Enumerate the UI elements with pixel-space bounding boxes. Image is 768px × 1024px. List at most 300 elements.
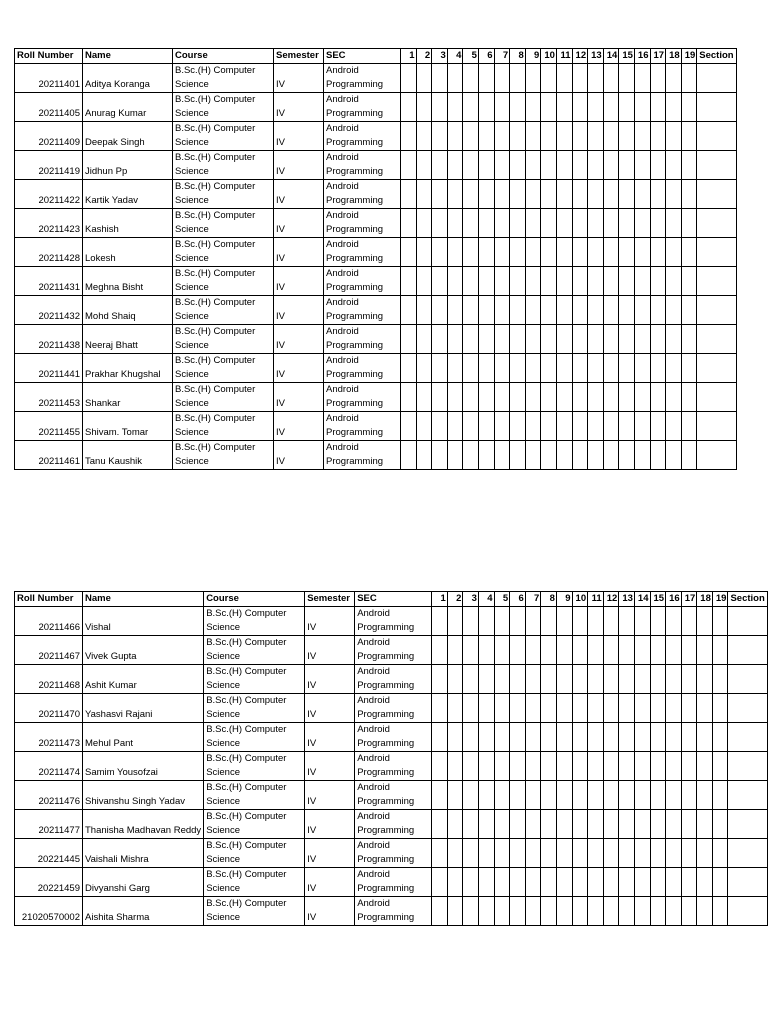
attendance-cell[interactable]: [432, 636, 448, 665]
attendance-cell[interactable]: [432, 151, 448, 180]
attendance-cell[interactable]: [494, 694, 510, 723]
attendance-cell[interactable]: [588, 151, 604, 180]
attendance-cell[interactable]: [416, 267, 432, 296]
attendance-cell[interactable]: [478, 354, 494, 383]
attendance-cell[interactable]: [416, 441, 432, 470]
attendance-cell[interactable]: [525, 412, 541, 441]
attendance-cell[interactable]: [478, 93, 494, 122]
attendance-cell[interactable]: [541, 752, 557, 781]
attendance-cell[interactable]: [463, 122, 479, 151]
attendance-cell[interactable]: [603, 93, 619, 122]
section-cell[interactable]: [728, 897, 767, 926]
attendance-cell[interactable]: [541, 64, 557, 93]
attendance-cell[interactable]: [401, 354, 417, 383]
attendance-cell[interactable]: [588, 897, 604, 926]
attendance-cell[interactable]: [556, 441, 572, 470]
attendance-cell[interactable]: [463, 781, 479, 810]
attendance-cell[interactable]: [401, 122, 417, 151]
attendance-cell[interactable]: [634, 839, 650, 868]
attendance-cell[interactable]: [541, 122, 557, 151]
attendance-cell[interactable]: [666, 897, 682, 926]
attendance-cell[interactable]: [603, 723, 619, 752]
attendance-cell[interactable]: [401, 267, 417, 296]
attendance-cell[interactable]: [478, 868, 494, 897]
attendance-cell[interactable]: [712, 723, 728, 752]
attendance-cell[interactable]: [712, 839, 728, 868]
attendance-cell[interactable]: [650, 383, 666, 412]
attendance-cell[interactable]: [463, 868, 479, 897]
attendance-cell[interactable]: [478, 64, 494, 93]
attendance-cell[interactable]: [572, 694, 588, 723]
attendance-cell[interactable]: [619, 897, 635, 926]
attendance-cell[interactable]: [556, 781, 572, 810]
attendance-cell[interactable]: [572, 636, 588, 665]
attendance-cell[interactable]: [401, 296, 417, 325]
section-cell[interactable]: [728, 752, 767, 781]
attendance-cell[interactable]: [650, 839, 666, 868]
attendance-cell[interactable]: [634, 897, 650, 926]
attendance-cell[interactable]: [619, 752, 635, 781]
attendance-cell[interactable]: [525, 209, 541, 238]
attendance-cell[interactable]: [650, 781, 666, 810]
attendance-cell[interactable]: [681, 636, 697, 665]
attendance-cell[interactable]: [416, 325, 432, 354]
attendance-cell[interactable]: [556, 209, 572, 238]
attendance-cell[interactable]: [447, 868, 463, 897]
attendance-cell[interactable]: [432, 64, 448, 93]
attendance-cell[interactable]: [525, 781, 541, 810]
attendance-cell[interactable]: [447, 267, 463, 296]
attendance-cell[interactable]: [525, 839, 541, 868]
attendance-cell[interactable]: [510, 810, 526, 839]
attendance-cell[interactable]: [681, 839, 697, 868]
attendance-cell[interactable]: [447, 694, 463, 723]
attendance-cell[interactable]: [634, 354, 650, 383]
attendance-cell[interactable]: [416, 151, 432, 180]
attendance-cell[interactable]: [463, 209, 479, 238]
attendance-cell[interactable]: [541, 93, 557, 122]
attendance-cell[interactable]: [572, 209, 588, 238]
attendance-cell[interactable]: [681, 267, 697, 296]
attendance-cell[interactable]: [556, 325, 572, 354]
attendance-cell[interactable]: [619, 238, 635, 267]
section-cell[interactable]: [728, 868, 767, 897]
attendance-cell[interactable]: [588, 383, 604, 412]
attendance-cell[interactable]: [603, 781, 619, 810]
attendance-cell[interactable]: [697, 897, 713, 926]
attendance-cell[interactable]: [447, 64, 463, 93]
attendance-cell[interactable]: [463, 665, 479, 694]
attendance-cell[interactable]: [681, 238, 697, 267]
attendance-cell[interactable]: [525, 441, 541, 470]
attendance-cell[interactable]: [401, 325, 417, 354]
attendance-cell[interactable]: [510, 752, 526, 781]
attendance-cell[interactable]: [510, 238, 526, 267]
attendance-cell[interactable]: [510, 665, 526, 694]
attendance-cell[interactable]: [572, 151, 588, 180]
attendance-cell[interactable]: [541, 296, 557, 325]
attendance-cell[interactable]: [603, 180, 619, 209]
attendance-cell[interactable]: [666, 868, 682, 897]
attendance-cell[interactable]: [588, 752, 604, 781]
attendance-cell[interactable]: [619, 412, 635, 441]
attendance-cell[interactable]: [650, 752, 666, 781]
attendance-cell[interactable]: [401, 209, 417, 238]
attendance-cell[interactable]: [463, 325, 479, 354]
attendance-cell[interactable]: [432, 781, 448, 810]
attendance-cell[interactable]: [432, 723, 448, 752]
attendance-cell[interactable]: [494, 354, 510, 383]
attendance-cell[interactable]: [525, 354, 541, 383]
section-cell[interactable]: [697, 325, 736, 354]
attendance-cell[interactable]: [681, 665, 697, 694]
attendance-cell[interactable]: [463, 607, 479, 636]
attendance-cell[interactable]: [416, 64, 432, 93]
attendance-cell[interactable]: [478, 636, 494, 665]
attendance-cell[interactable]: [572, 325, 588, 354]
attendance-cell[interactable]: [447, 665, 463, 694]
attendance-cell[interactable]: [541, 694, 557, 723]
attendance-cell[interactable]: [588, 441, 604, 470]
attendance-cell[interactable]: [510, 897, 526, 926]
attendance-cell[interactable]: [572, 383, 588, 412]
attendance-cell[interactable]: [572, 412, 588, 441]
attendance-cell[interactable]: [525, 636, 541, 665]
attendance-cell[interactable]: [510, 64, 526, 93]
attendance-cell[interactable]: [541, 383, 557, 412]
attendance-cell[interactable]: [572, 781, 588, 810]
attendance-cell[interactable]: [712, 868, 728, 897]
attendance-cell[interactable]: [541, 810, 557, 839]
attendance-cell[interactable]: [463, 64, 479, 93]
attendance-cell[interactable]: [447, 122, 463, 151]
attendance-cell[interactable]: [666, 694, 682, 723]
attendance-cell[interactable]: [494, 412, 510, 441]
attendance-cell[interactable]: [634, 694, 650, 723]
section-cell[interactable]: [728, 810, 767, 839]
attendance-cell[interactable]: [634, 64, 650, 93]
section-cell[interactable]: [697, 151, 736, 180]
attendance-cell[interactable]: [666, 64, 682, 93]
attendance-cell[interactable]: [619, 665, 635, 694]
section-cell[interactable]: [697, 296, 736, 325]
attendance-cell[interactable]: [432, 665, 448, 694]
section-cell[interactable]: [728, 723, 767, 752]
section-cell[interactable]: [728, 636, 767, 665]
section-cell[interactable]: [697, 238, 736, 267]
attendance-cell[interactable]: [432, 868, 448, 897]
attendance-cell[interactable]: [650, 93, 666, 122]
attendance-cell[interactable]: [556, 752, 572, 781]
attendance-cell[interactable]: [681, 810, 697, 839]
attendance-cell[interactable]: [650, 180, 666, 209]
attendance-cell[interactable]: [588, 238, 604, 267]
attendance-cell[interactable]: [494, 180, 510, 209]
attendance-cell[interactable]: [619, 781, 635, 810]
attendance-cell[interactable]: [510, 209, 526, 238]
attendance-cell[interactable]: [494, 209, 510, 238]
attendance-cell[interactable]: [510, 383, 526, 412]
attendance-cell[interactable]: [619, 839, 635, 868]
attendance-cell[interactable]: [681, 868, 697, 897]
attendance-cell[interactable]: [619, 267, 635, 296]
attendance-cell[interactable]: [588, 868, 604, 897]
attendance-cell[interactable]: [494, 781, 510, 810]
attendance-cell[interactable]: [525, 64, 541, 93]
attendance-cell[interactable]: [697, 810, 713, 839]
attendance-cell[interactable]: [510, 839, 526, 868]
attendance-cell[interactable]: [447, 325, 463, 354]
attendance-cell[interactable]: [447, 781, 463, 810]
attendance-cell[interactable]: [634, 810, 650, 839]
attendance-cell[interactable]: [619, 325, 635, 354]
attendance-cell[interactable]: [494, 383, 510, 412]
attendance-cell[interactable]: [650, 441, 666, 470]
attendance-cell[interactable]: [619, 64, 635, 93]
attendance-cell[interactable]: [650, 810, 666, 839]
attendance-cell[interactable]: [572, 441, 588, 470]
attendance-cell[interactable]: [603, 383, 619, 412]
attendance-cell[interactable]: [572, 607, 588, 636]
attendance-cell[interactable]: [510, 93, 526, 122]
attendance-cell[interactable]: [432, 180, 448, 209]
attendance-cell[interactable]: [510, 122, 526, 151]
attendance-cell[interactable]: [681, 441, 697, 470]
attendance-cell[interactable]: [572, 665, 588, 694]
attendance-cell[interactable]: [432, 238, 448, 267]
attendance-cell[interactable]: [447, 810, 463, 839]
attendance-cell[interactable]: [666, 296, 682, 325]
attendance-cell[interactable]: [681, 93, 697, 122]
attendance-cell[interactable]: [666, 383, 682, 412]
attendance-cell[interactable]: [432, 325, 448, 354]
attendance-cell[interactable]: [572, 93, 588, 122]
attendance-cell[interactable]: [556, 93, 572, 122]
attendance-cell[interactable]: [541, 868, 557, 897]
attendance-cell[interactable]: [463, 267, 479, 296]
attendance-cell[interactable]: [525, 325, 541, 354]
attendance-cell[interactable]: [525, 897, 541, 926]
attendance-cell[interactable]: [603, 122, 619, 151]
attendance-cell[interactable]: [463, 180, 479, 209]
attendance-cell[interactable]: [697, 665, 713, 694]
attendance-cell[interactable]: [463, 412, 479, 441]
attendance-cell[interactable]: [478, 412, 494, 441]
attendance-cell[interactable]: [416, 412, 432, 441]
section-cell[interactable]: [728, 694, 767, 723]
attendance-cell[interactable]: [650, 607, 666, 636]
attendance-cell[interactable]: [510, 267, 526, 296]
attendance-cell[interactable]: [712, 694, 728, 723]
attendance-cell[interactable]: [650, 636, 666, 665]
attendance-cell[interactable]: [619, 180, 635, 209]
attendance-cell[interactable]: [432, 412, 448, 441]
attendance-cell[interactable]: [478, 209, 494, 238]
attendance-cell[interactable]: [401, 151, 417, 180]
attendance-cell[interactable]: [619, 296, 635, 325]
attendance-cell[interactable]: [494, 607, 510, 636]
attendance-cell[interactable]: [697, 636, 713, 665]
attendance-cell[interactable]: [432, 810, 448, 839]
attendance-cell[interactable]: [588, 354, 604, 383]
attendance-cell[interactable]: [681, 897, 697, 926]
attendance-cell[interactable]: [697, 752, 713, 781]
attendance-cell[interactable]: [603, 412, 619, 441]
attendance-cell[interactable]: [401, 93, 417, 122]
attendance-cell[interactable]: [603, 636, 619, 665]
attendance-cell[interactable]: [650, 897, 666, 926]
attendance-cell[interactable]: [556, 412, 572, 441]
attendance-cell[interactable]: [478, 781, 494, 810]
attendance-cell[interactable]: [572, 868, 588, 897]
attendance-cell[interactable]: [697, 694, 713, 723]
attendance-cell[interactable]: [510, 636, 526, 665]
attendance-cell[interactable]: [447, 151, 463, 180]
attendance-cell[interactable]: [447, 209, 463, 238]
attendance-cell[interactable]: [556, 383, 572, 412]
attendance-cell[interactable]: [510, 354, 526, 383]
attendance-cell[interactable]: [697, 607, 713, 636]
attendance-cell[interactable]: [634, 151, 650, 180]
attendance-cell[interactable]: [681, 412, 697, 441]
attendance-cell[interactable]: [572, 897, 588, 926]
attendance-cell[interactable]: [541, 151, 557, 180]
attendance-cell[interactable]: [619, 122, 635, 151]
attendance-cell[interactable]: [541, 238, 557, 267]
attendance-cell[interactable]: [525, 180, 541, 209]
attendance-cell[interactable]: [634, 752, 650, 781]
attendance-cell[interactable]: [712, 897, 728, 926]
attendance-cell[interactable]: [494, 723, 510, 752]
attendance-cell[interactable]: [416, 238, 432, 267]
attendance-cell[interactable]: [603, 694, 619, 723]
attendance-cell[interactable]: [525, 868, 541, 897]
attendance-cell[interactable]: [432, 897, 448, 926]
attendance-cell[interactable]: [603, 665, 619, 694]
attendance-cell[interactable]: [510, 441, 526, 470]
attendance-cell[interactable]: [463, 694, 479, 723]
attendance-cell[interactable]: [681, 209, 697, 238]
attendance-cell[interactable]: [401, 412, 417, 441]
attendance-cell[interactable]: [478, 694, 494, 723]
attendance-cell[interactable]: [572, 723, 588, 752]
attendance-cell[interactable]: [588, 665, 604, 694]
attendance-cell[interactable]: [478, 665, 494, 694]
attendance-cell[interactable]: [681, 383, 697, 412]
attendance-cell[interactable]: [478, 723, 494, 752]
attendance-cell[interactable]: [588, 694, 604, 723]
section-cell[interactable]: [697, 354, 736, 383]
attendance-cell[interactable]: [712, 636, 728, 665]
attendance-cell[interactable]: [588, 412, 604, 441]
attendance-cell[interactable]: [666, 636, 682, 665]
attendance-cell[interactable]: [494, 636, 510, 665]
section-cell[interactable]: [697, 93, 736, 122]
attendance-cell[interactable]: [666, 665, 682, 694]
attendance-cell[interactable]: [432, 209, 448, 238]
attendance-cell[interactable]: [556, 296, 572, 325]
attendance-cell[interactable]: [603, 868, 619, 897]
attendance-cell[interactable]: [681, 607, 697, 636]
attendance-cell[interactable]: [681, 151, 697, 180]
attendance-cell[interactable]: [588, 636, 604, 665]
attendance-cell[interactable]: [510, 723, 526, 752]
attendance-cell[interactable]: [650, 267, 666, 296]
attendance-cell[interactable]: [556, 868, 572, 897]
attendance-cell[interactable]: [447, 93, 463, 122]
attendance-cell[interactable]: [634, 238, 650, 267]
attendance-cell[interactable]: [603, 325, 619, 354]
attendance-cell[interactable]: [541, 897, 557, 926]
attendance-cell[interactable]: [447, 897, 463, 926]
attendance-cell[interactable]: [572, 180, 588, 209]
attendance-cell[interactable]: [447, 752, 463, 781]
attendance-cell[interactable]: [463, 354, 479, 383]
attendance-cell[interactable]: [556, 354, 572, 383]
attendance-cell[interactable]: [525, 267, 541, 296]
section-cell[interactable]: [728, 665, 767, 694]
attendance-cell[interactable]: [447, 441, 463, 470]
attendance-cell[interactable]: [556, 151, 572, 180]
attendance-cell[interactable]: [463, 897, 479, 926]
attendance-cell[interactable]: [572, 296, 588, 325]
attendance-cell[interactable]: [432, 441, 448, 470]
attendance-cell[interactable]: [681, 325, 697, 354]
section-cell[interactable]: [697, 64, 736, 93]
attendance-cell[interactable]: [525, 383, 541, 412]
attendance-cell[interactable]: [494, 665, 510, 694]
section-cell[interactable]: [697, 267, 736, 296]
attendance-cell[interactable]: [494, 839, 510, 868]
attendance-cell[interactable]: [712, 781, 728, 810]
attendance-cell[interactable]: [650, 64, 666, 93]
attendance-cell[interactable]: [541, 723, 557, 752]
attendance-cell[interactable]: [510, 151, 526, 180]
attendance-cell[interactable]: [712, 810, 728, 839]
attendance-cell[interactable]: [650, 151, 666, 180]
attendance-cell[interactable]: [666, 354, 682, 383]
attendance-cell[interactable]: [619, 151, 635, 180]
attendance-cell[interactable]: [556, 810, 572, 839]
attendance-cell[interactable]: [541, 267, 557, 296]
attendance-cell[interactable]: [494, 868, 510, 897]
attendance-cell[interactable]: [603, 897, 619, 926]
attendance-cell[interactable]: [463, 151, 479, 180]
attendance-cell[interactable]: [478, 267, 494, 296]
attendance-cell[interactable]: [478, 151, 494, 180]
attendance-cell[interactable]: [541, 665, 557, 694]
attendance-cell[interactable]: [603, 839, 619, 868]
attendance-cell[interactable]: [650, 868, 666, 897]
attendance-cell[interactable]: [447, 296, 463, 325]
attendance-cell[interactable]: [619, 868, 635, 897]
attendance-cell[interactable]: [525, 151, 541, 180]
attendance-cell[interactable]: [666, 180, 682, 209]
attendance-cell[interactable]: [681, 64, 697, 93]
attendance-cell[interactable]: [650, 325, 666, 354]
attendance-cell[interactable]: [556, 180, 572, 209]
attendance-cell[interactable]: [416, 383, 432, 412]
attendance-cell[interactable]: [432, 694, 448, 723]
attendance-cell[interactable]: [572, 839, 588, 868]
attendance-cell[interactable]: [619, 694, 635, 723]
attendance-cell[interactable]: [478, 325, 494, 354]
attendance-cell[interactable]: [556, 238, 572, 267]
attendance-cell[interactable]: [666, 752, 682, 781]
attendance-cell[interactable]: [603, 810, 619, 839]
attendance-cell[interactable]: [666, 412, 682, 441]
attendance-cell[interactable]: [619, 441, 635, 470]
